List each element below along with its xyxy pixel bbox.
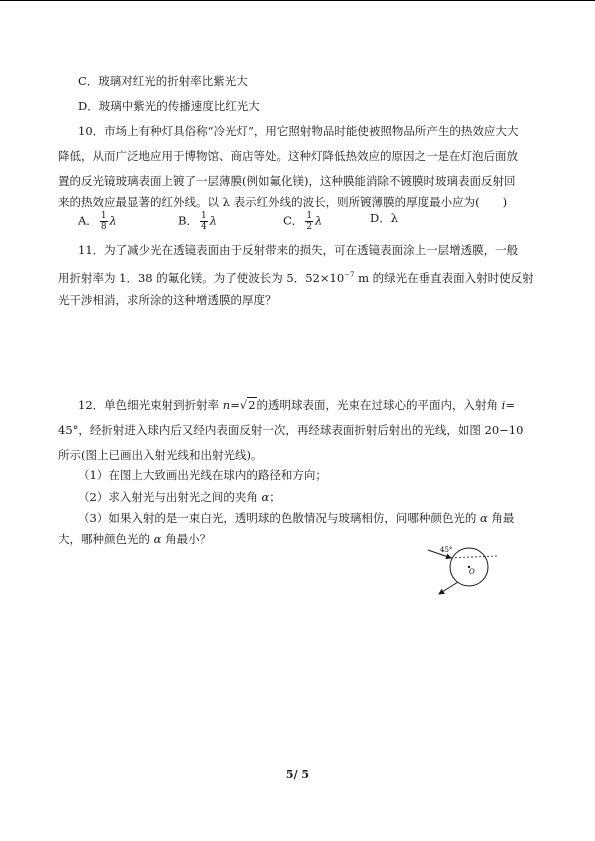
sphere-refraction-figure [425, 536, 517, 598]
q12-sub-2: （2）求入射光与出射光之间的夹角 α； [78, 490, 281, 504]
normal-dashed-line [447, 556, 497, 558]
q10-option-a: A． $\frac{1}{8}$ λ [78, 211, 117, 232]
q12-line-1: 12．单色细光束射到折射率 n=√2的透明球表面，光束在过球心的平面内，入射角 i= [78, 398, 515, 412]
q12-line-3: 所示(图上已画出入射光线和出射光线)。 [58, 448, 263, 462]
q11-line-2: 用折射率为 1．38 的氟化镁。为了使波长为 5．$52\times 10^{-7}$ m 的绿光在垂直表面入射时使反射 [58, 270, 534, 285]
q10-line-1: 10．市场上有种灯具俗称“冷光灯”，用它照射物品时能使被照物品所产生的热效应大大 [78, 124, 519, 138]
q10-line-4: 来的热效应最显著的红外线。以 λ 表示红外线的波长，则所镀薄膜的厚度最小应为( ) [58, 195, 508, 209]
q9-option-c: C．玻璃对红光的折射率比紫光大 [78, 74, 248, 88]
q10-line-3: 置的反光镜玻璃表面上镀了一层薄膜(例如氟化镁)，这种膜能消除不镀膜时玻璃表面反射回 [58, 174, 516, 188]
q10-option-b: B． $\frac{1}{4}$ λ [178, 211, 217, 232]
q11-line-3: 光干涉相消，求所涂的这种增透膜的厚度？ [58, 293, 277, 307]
q12-sub-3: （3）如果入射的是一束白光，透明球的色散情况与玻璃相仿，问哪种颜色光的 α 角最 [78, 511, 515, 525]
q12-line-2: 45°，经折射进入球内后又经内表面反射一次，再经球表面折射后射出的光线，如图 20−10 [58, 423, 524, 437]
q11-line-1: 11．为了减少光在透镜表面由于反射带来的损失，可在透镜表面涂上一层增透膜，一般 [78, 243, 519, 257]
emergent-ray [439, 582, 458, 594]
q12-sub-3-cont: 大，哪种颜色光的 α 角最小？ [58, 532, 212, 546]
center-label: O [469, 568, 475, 576]
q10-line-2: 降低，从而广泛地应用于博物馆、商店等处。这种灯降低热效应的原因之一是在灯泡后面放 [58, 149, 518, 163]
q10-option-d: D．λ [370, 211, 399, 225]
incident-angle-label: 45° [440, 546, 453, 554]
q9-option-d: D．玻璃中紫光的传播速度比红光大 [78, 99, 260, 113]
page-number: 5/ 5 [285, 768, 310, 781]
header-rule [0, 0, 595, 1]
q10-option-c: C． $\frac{1}{2}$ λ [283, 211, 323, 232]
q12-sub-1: （1）在图上大致画出光线在球内的路径和方向； [78, 468, 327, 482]
